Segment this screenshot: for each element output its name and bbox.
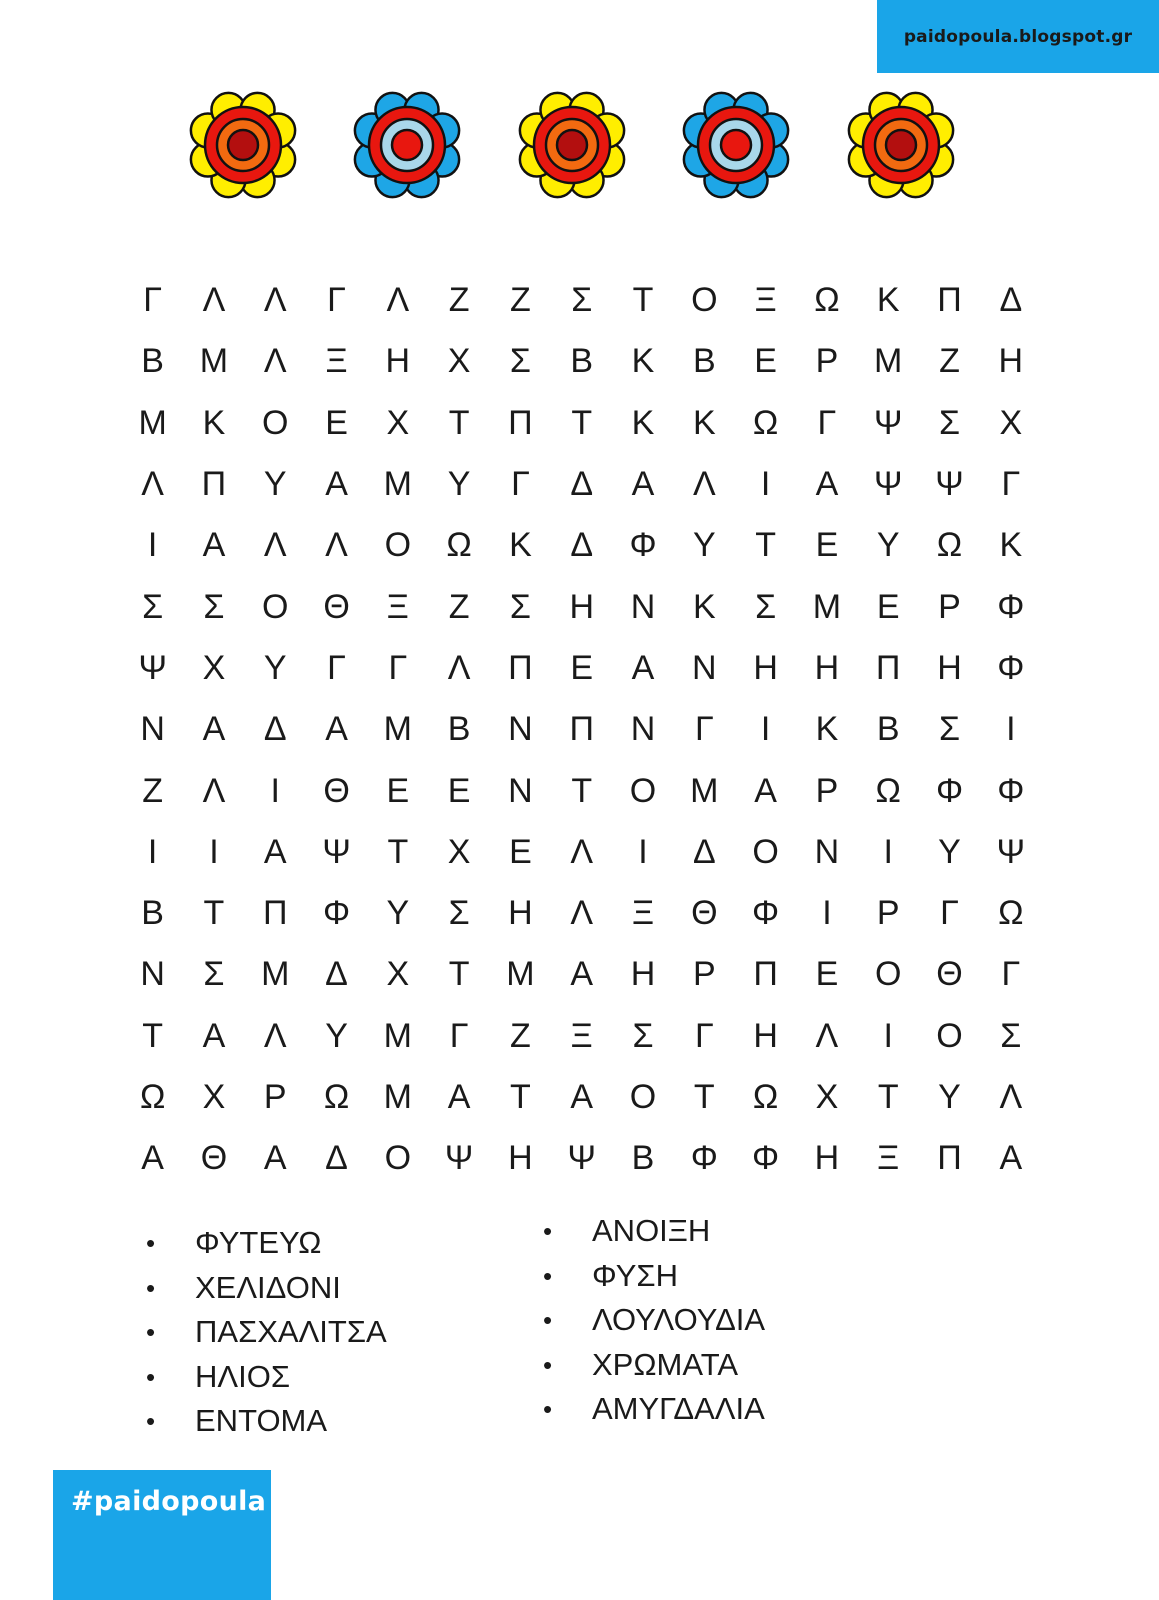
grid-letter: Φ (997, 587, 1025, 626)
grid-letter: Ε (325, 403, 348, 442)
flower-icon (676, 85, 796, 205)
grid-letter: Ο (384, 526, 412, 565)
grid-letter: Ω (998, 894, 1024, 933)
grid-letter: Η (569, 587, 594, 626)
grid-letter: Π (201, 465, 227, 504)
grid-letter: Ι (209, 832, 219, 871)
grid-letter: Η (753, 648, 778, 687)
grid-letter: Κ (509, 526, 532, 565)
grid-letter: Ζ (448, 587, 470, 626)
grid-letter: Γ (449, 1016, 469, 1055)
grid-letter: Η (753, 1016, 778, 1055)
grid-letter: Μ (261, 955, 290, 994)
grid-letter: Τ (448, 955, 470, 994)
flower-ring (886, 130, 916, 160)
hashtag-text: #paidopoula (71, 1486, 267, 1517)
grid-letter: Η (630, 955, 656, 994)
bullet: • (543, 1305, 553, 1335)
grid-letter: Ι (270, 771, 280, 810)
grid-letter: Φ (322, 894, 351, 933)
grid-letter: Β (631, 1139, 655, 1178)
grid-letter: Ν (508, 710, 533, 749)
blog-url: paidopoula.blogspot.gr (903, 26, 1133, 47)
bullet: • (146, 1317, 156, 1347)
word-list-right (543, 1209, 766, 1432)
grid-letter: Α (999, 1139, 1023, 1178)
word-list-item (146, 1266, 387, 1311)
word-label: ΧΡΩΜΑΤΑ (592, 1346, 739, 1382)
grid-letter: Ω (814, 281, 840, 320)
grid-letter: Π (262, 894, 288, 933)
grid-letter: Σ (203, 955, 225, 994)
grid-letter: Θ (323, 587, 350, 626)
grid-letter: Λ (815, 1016, 839, 1055)
grid-letter: Υ (938, 832, 961, 871)
grid-letter: Η (998, 342, 1024, 381)
grid-letter: Θ (323, 771, 350, 810)
grid-letter: Φ (752, 1139, 780, 1178)
hashtag-badge (53, 1470, 271, 1600)
grid-letter: Ξ (325, 342, 348, 381)
word-list-item (543, 1298, 766, 1343)
grid-letter: Κ (631, 403, 655, 442)
grid-letter: Δ (999, 281, 1023, 320)
grid-letter: Ξ (570, 1016, 593, 1055)
grid-letter: Χ (447, 342, 471, 381)
grid-letter: Μ (383, 710, 412, 749)
grid-letter: Η (508, 894, 533, 933)
grid-letter: Γ (1001, 955, 1021, 994)
grid-letter: Ε (570, 648, 594, 687)
word-list-item (146, 1310, 387, 1355)
grid-letter: Λ (263, 281, 287, 320)
grid-letter: Ξ (631, 894, 655, 933)
word-label: ΦΥΣΗ (592, 1257, 678, 1293)
grid-letter: Ψ (874, 465, 903, 504)
grid-letter: Υ (938, 1078, 961, 1116)
word-search-grid (122, 270, 1042, 1189)
grid-letter: Ψ (935, 465, 964, 504)
grid-letter: Λ (325, 526, 348, 565)
grid-letter: Υ (386, 894, 410, 933)
grid-letter: Ι (147, 526, 158, 565)
grid-letter: Β (570, 342, 594, 381)
word-label: ΑΜΥΓΔΑΛΙΑ (592, 1391, 765, 1426)
grid-letter: Σ (448, 894, 470, 933)
grid-letter: Μ (812, 587, 842, 626)
grid-letter: Π (753, 955, 778, 994)
grid-letter: Α (202, 1016, 226, 1055)
grid-letter: Ω (323, 1078, 350, 1116)
grid-letter: Ι (822, 894, 832, 933)
grid-letter: Υ (263, 465, 287, 504)
grid-letter: Α (754, 771, 777, 810)
grid-letter: Ω (752, 1078, 779, 1116)
grid-letter: Μ (874, 342, 903, 381)
grid-letter: Μ (383, 1016, 412, 1055)
grid-letter: Ω (936, 526, 963, 565)
grid-letter: Θ (936, 955, 963, 994)
grid-letter: Χ (202, 648, 226, 687)
grid-letter: Λ (202, 281, 226, 320)
grid-letter: Η (937, 648, 962, 687)
grid-letter: Β (141, 342, 164, 381)
grid-letter: Υ (447, 465, 471, 504)
grid-letter: Α (325, 710, 348, 749)
grid-letter: Υ (263, 648, 287, 687)
grid-letter: Λ (386, 281, 410, 320)
grid-letter: Π (569, 710, 594, 749)
grid-letter: Ε (386, 771, 410, 810)
bullet: • (146, 1272, 156, 1303)
grid-letter: Σ (938, 403, 961, 442)
grid-letter: Ζ (510, 1016, 531, 1055)
grid-letter: Τ (755, 526, 776, 565)
grid-letter: Μ (383, 465, 412, 504)
bullet: • (543, 1349, 553, 1380)
grid-letter: Ε (815, 955, 839, 994)
grid-letter: Ι (1006, 710, 1016, 749)
grid-letter: Δ (570, 465, 594, 504)
grid-letter: Τ (142, 1016, 164, 1055)
grid-letter: Τ (387, 832, 409, 871)
grid-letter: Α (141, 1139, 164, 1178)
grid-letter: Ω (752, 403, 779, 442)
grid-letter: Χ (999, 403, 1023, 442)
grid-letter: Χ (202, 1078, 226, 1116)
grid-letter: Ο (691, 281, 718, 320)
grid-letter: Σ (755, 587, 777, 626)
word-label: ΗΛΙΟΣ (195, 1358, 290, 1394)
grid-letter: Ι (638, 832, 648, 871)
grid-letter: Ρ (815, 771, 839, 810)
grid-letter: Λ (202, 771, 226, 810)
word-label: ΕΝΤΟΜΑ (195, 1403, 328, 1438)
grid-letter: Δ (570, 526, 594, 565)
grid-letter: Θ (691, 894, 718, 933)
grid-letter: Β (692, 342, 716, 381)
grid-letter: Γ (694, 1016, 714, 1055)
grid-letter: Ν (814, 832, 840, 871)
grid-letter: Λ (263, 1016, 287, 1055)
word-list-left (146, 1221, 387, 1444)
grid-letter: Γ (694, 710, 714, 749)
word-label: ΧΕΛΙΔΟΝΙ (195, 1269, 341, 1305)
grid-letter: Σ (632, 1016, 654, 1055)
grid-letter: Α (325, 465, 348, 504)
grid-letter: Ω (875, 771, 901, 810)
grid-letter: Δ (263, 710, 287, 749)
grid-letter: Ζ (939, 342, 960, 381)
grid-letter: Λ (692, 465, 716, 504)
grid-letter: Ζ (510, 281, 531, 320)
grid-letter: Ι (883, 832, 893, 871)
grid-letter: Τ (632, 281, 654, 320)
word-list-item (543, 1343, 765, 1388)
grid-letter: Ο (752, 832, 779, 871)
grid-letter: Φ (629, 526, 657, 565)
grid-letter: Ψ (444, 1139, 474, 1178)
grid-letter: Ε (815, 526, 839, 565)
flower-ring (228, 130, 258, 160)
grid-letter: Α (631, 465, 655, 504)
grid-letter: Γ (511, 465, 530, 504)
word-label: ΛΟΥΛΟΥΔΙΑ (592, 1302, 766, 1337)
grid-letter: Ε (447, 771, 471, 810)
grid-letter: Γ (1001, 465, 1021, 504)
flower-decoration-row (0, 85, 1159, 205)
grid-letter: Κ (815, 710, 839, 749)
grid-letter: Χ (386, 403, 410, 442)
grid-letter: Φ (997, 771, 1025, 810)
grid-letter: Π (937, 281, 962, 320)
grid-letter: Β (876, 710, 900, 749)
grid-letter: Ο (262, 587, 289, 626)
grid-letter: Κ (692, 587, 716, 626)
grid-letter: Κ (202, 403, 226, 442)
grid-letter: Λ (570, 894, 594, 933)
grid-letter: Ο (262, 403, 289, 442)
grid-letter: Σ (509, 587, 531, 626)
grid-letter: Α (815, 465, 839, 504)
grid-letter: Λ (263, 526, 287, 565)
grid-letter: Φ (752, 894, 780, 933)
grid-letter: Ο (936, 1016, 963, 1055)
grid-letter: Λ (570, 832, 594, 871)
word-label: ΑΝΟΙΞΗ (592, 1213, 711, 1248)
grid-letter: Λ (263, 342, 287, 381)
grid-letter: Η (385, 342, 411, 381)
grid-letter: Λ (447, 648, 471, 687)
grid-letter: Α (631, 648, 655, 687)
grid-letter: Α (570, 1078, 594, 1116)
grid-letter: Τ (510, 1078, 531, 1116)
flower-icon (183, 85, 303, 205)
grid-letter: Β (141, 894, 164, 933)
bullet: • (543, 1394, 553, 1424)
bullet: • (543, 1260, 553, 1291)
grid-letter: Ψ (322, 832, 351, 871)
grid-letter: Ζ (142, 771, 164, 810)
grid-letter: Φ (690, 1139, 718, 1178)
grid-letter: Χ (386, 955, 410, 994)
grid-letter: Η (508, 1139, 533, 1178)
grid-letter: Τ (203, 894, 225, 933)
grid-letter: Δ (325, 1139, 348, 1178)
grid-letter: Δ (325, 955, 348, 994)
grid-letter: Λ (141, 465, 164, 504)
grid-letter: Ε (754, 342, 777, 381)
grid-letter: Ψ (138, 648, 167, 687)
flower-icon (347, 85, 467, 205)
grid-letter: Ξ (877, 1139, 900, 1178)
grid-letter: Κ (999, 526, 1023, 565)
grid-letter: Η (814, 1139, 840, 1178)
grid-letter: Ψ (874, 403, 903, 442)
grid-letter: Ρ (692, 955, 716, 994)
bullet: • (146, 1406, 156, 1436)
grid-letter: Γ (327, 648, 346, 687)
grid-letter: Π (508, 403, 533, 442)
grid-letter: Χ (815, 1078, 839, 1116)
grid-letter: Ρ (938, 587, 961, 626)
grid-letter: Ν (508, 771, 533, 810)
grid-letter: Υ (876, 526, 900, 565)
grid-letter: Α (263, 1139, 287, 1178)
word-label: ΦΥΤΕΥΩ (195, 1225, 322, 1260)
flower-ring (721, 130, 751, 160)
grid-letter: Π (508, 648, 533, 687)
flower-ring (392, 130, 422, 160)
grid-letter: Α (202, 526, 226, 565)
blog-url-badge (877, 0, 1159, 73)
grid-letter: Β (447, 710, 471, 749)
word-label: ΠΑΣΧΑΛΙΤΣΑ (195, 1314, 387, 1349)
grid-letter: Κ (876, 281, 900, 320)
grid-letter: Τ (693, 1078, 715, 1116)
grid-letter: Μ (506, 955, 535, 994)
grid-letter: Ψ (567, 1139, 596, 1178)
word-list-item (146, 1355, 387, 1400)
word-list-item (146, 1399, 387, 1444)
flower-icon (841, 85, 961, 205)
grid-letter: Κ (692, 403, 716, 442)
grid-letter: Σ (1000, 1016, 1022, 1055)
grid-letter: Ψ (996, 832, 1025, 871)
grid-letter: Ν (140, 955, 165, 994)
bullet: • (146, 1361, 156, 1392)
grid-letter: Ρ (815, 342, 839, 381)
grid-letter: Κ (631, 342, 655, 381)
grid-letter: Ω (139, 1078, 166, 1116)
grid-letter: Α (202, 710, 226, 749)
grid-letter: Δ (692, 832, 716, 871)
grid-letter: Λ (999, 1078, 1023, 1116)
grid-letter: Ζ (448, 281, 470, 320)
grid-letter: Ν (630, 710, 656, 749)
grid-letter: Θ (200, 1139, 228, 1178)
flower-icon (512, 85, 632, 205)
grid-letter: Π (937, 1139, 962, 1178)
bullet: • (146, 1228, 156, 1258)
grid-letter: Σ (938, 710, 961, 749)
grid-letter: Ι (883, 1016, 893, 1055)
grid-letter: Ι (760, 465, 771, 504)
grid-letter: Ω (446, 526, 472, 565)
grid-letter: Σ (142, 587, 164, 626)
grid-letter: Ρ (876, 894, 900, 933)
grid-letter: Ο (874, 955, 902, 994)
grid-letter: Τ (877, 1078, 899, 1116)
grid-letter: Η (814, 648, 840, 687)
word-list-item (543, 1387, 765, 1432)
grid-letter: Ο (629, 1078, 657, 1116)
flower-ring (557, 130, 587, 160)
grid-letter: Τ (571, 771, 593, 810)
grid-letter: Σ (571, 281, 593, 320)
word-list-item (543, 1209, 765, 1254)
grid-letter: Ν (140, 710, 165, 749)
grid-letter: Α (263, 832, 287, 871)
grid-letter: Ρ (263, 1078, 287, 1116)
grid-letter: Μ (690, 771, 719, 810)
grid-letter: Μ (199, 342, 229, 381)
grid-letter: Χ (447, 832, 471, 871)
grid-letter: Φ (997, 648, 1025, 687)
grid-letter: Γ (388, 648, 408, 687)
grid-letter: Α (570, 955, 594, 994)
grid-letter: Α (447, 1078, 471, 1116)
grid-letter: Ι (760, 710, 771, 749)
grid-letter: Ε (876, 587, 900, 626)
grid-letter: Υ (325, 1016, 348, 1055)
word-list-item (543, 1254, 765, 1299)
grid-letter: Γ (940, 894, 959, 933)
grid-letter: Ε (509, 832, 532, 871)
grid-letter: Μ (138, 403, 167, 442)
grid-letter: Ι (147, 832, 158, 871)
grid-letter: Τ (571, 403, 593, 442)
grid-letter: Ξ (754, 281, 777, 320)
grid-letter: Γ (817, 403, 837, 442)
grid-letter: Γ (327, 281, 346, 320)
grid-letter: Π (875, 648, 901, 687)
grid-letter: Ν (692, 648, 717, 687)
grid-letter: Ξ (386, 587, 409, 626)
grid-letter: Μ (383, 1078, 412, 1116)
grid-letter: Φ (935, 771, 964, 810)
grid-letter: Ο (629, 771, 657, 810)
grid-letter: Τ (448, 403, 470, 442)
grid-letter: Ν (630, 587, 656, 626)
grid-letter: Ο (384, 1139, 412, 1178)
word-list-item (146, 1221, 387, 1266)
grid-letter: Υ (692, 526, 716, 565)
grid-letter: Σ (509, 342, 531, 381)
grid-letter: Γ (143, 281, 163, 320)
bullet: • (543, 1216, 553, 1246)
grid-letter: Σ (203, 587, 225, 626)
